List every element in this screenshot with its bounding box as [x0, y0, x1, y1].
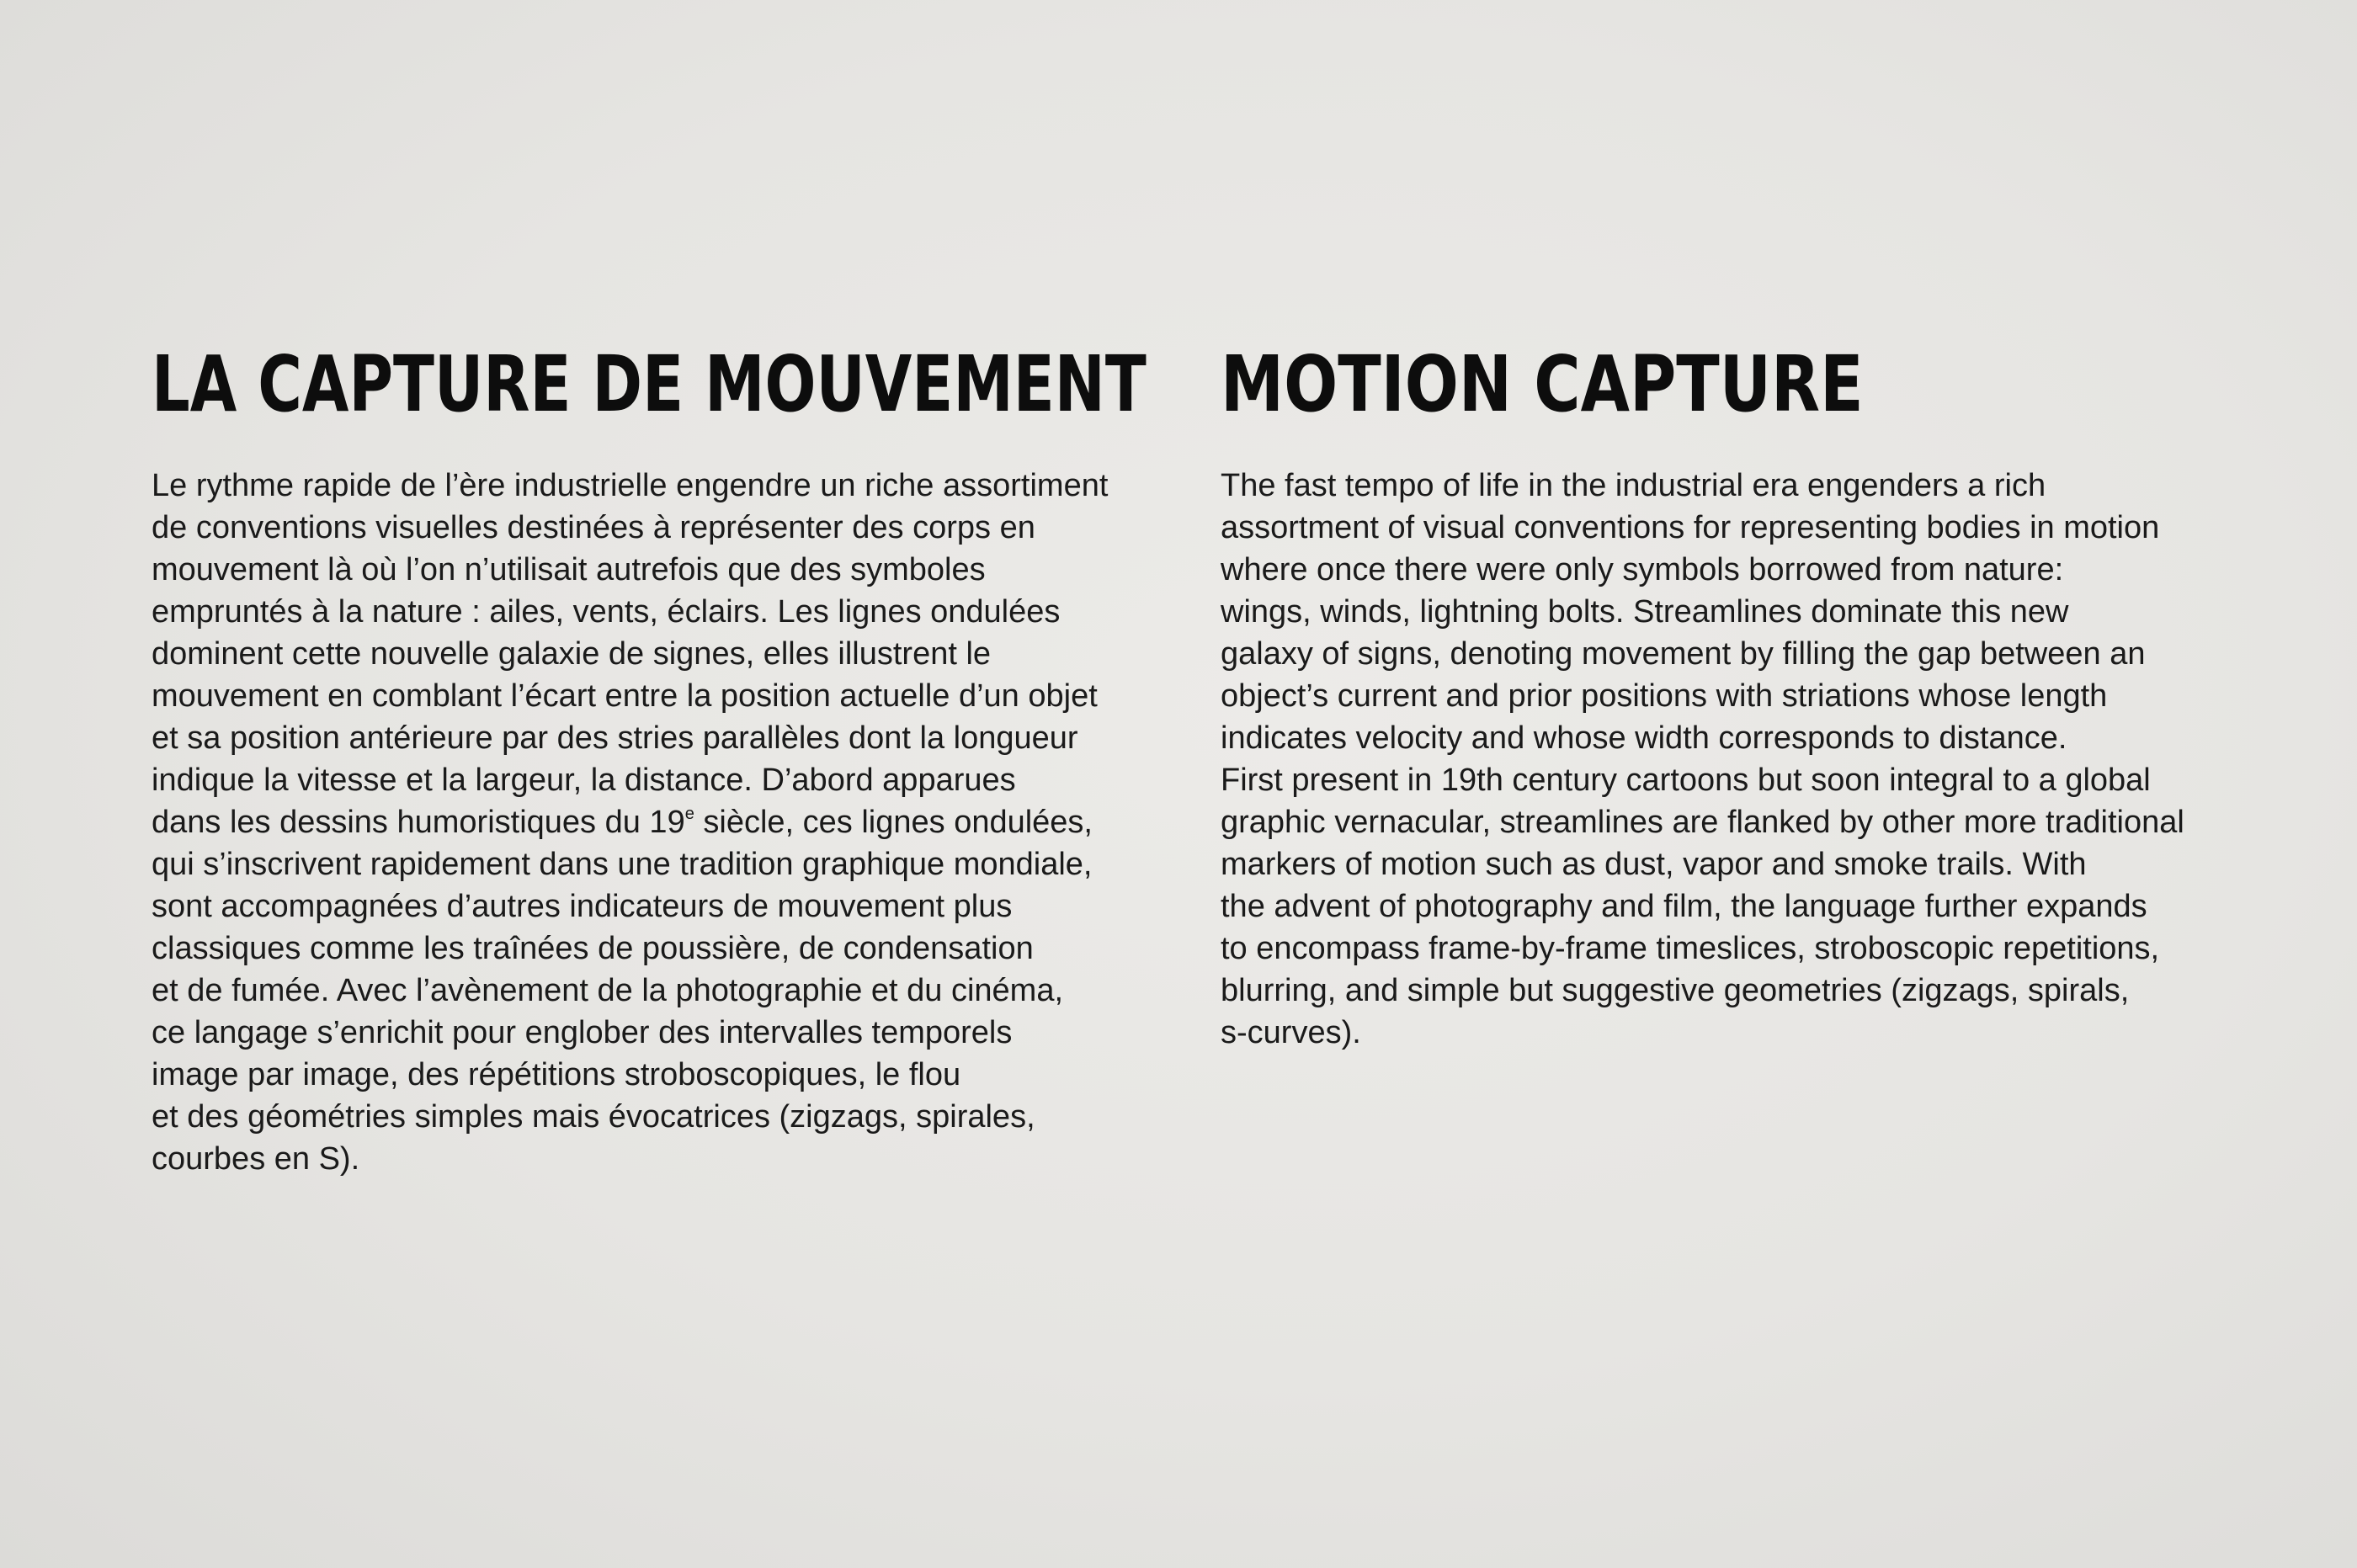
century-superscript: e — [684, 805, 694, 823]
french-line: et sa position antérieure par des stries parallèles dont la longueur — [152, 720, 1078, 756]
french-body — [152, 465, 1145, 1180]
english-line: to encompass frame-by-frame timeslices, stroboscopic repetitions, — [1221, 931, 2160, 966]
french-line-text: siècle, ces lignes ondulées, — [694, 805, 1093, 840]
french-line: image par image, des répétitions stroboscopiques, le flou — [152, 1057, 961, 1092]
french-line: et des géométries simples mais évocatrices (zigzags, spirales, — [152, 1099, 1035, 1135]
english-line: where once there were only symbols borrowed from nature: — [1221, 552, 2064, 587]
english-panel — [1221, 335, 2222, 1054]
english-line: graphic vernacular, streamlines are flanked by other more traditional — [1221, 805, 2184, 840]
french-line: classiques comme les traînées de poussière, de condensation — [152, 931, 1034, 966]
french-line: mouvement là où l’on n’utilisait autrefois que des symboles — [152, 552, 986, 587]
french-line: mouvement en comblant l’écart entre la position actuelle d’un objet — [152, 678, 1098, 714]
french-line: empruntés à la nature : ailes, vents, éclairs. Les lignes ondulées — [152, 594, 1061, 630]
french-line: qui s’inscrivent rapidement dans une tradition graphique mondiale, — [152, 847, 1093, 882]
english-title: MOTION CAPTURE — [1221, 339, 1864, 429]
english-line: s-curves). — [1221, 1015, 1361, 1050]
french-line — [152, 801, 1145, 843]
english-line: First present in 19th century cartoons but soon integral to a global — [1221, 763, 2151, 798]
french-line: et de fumée. Avec l’avènement de la photographie et du cinéma, — [152, 973, 1064, 1008]
french-line: indique la vitesse et la largeur, la distance. D’abord apparues — [152, 763, 1016, 798]
french-line-text: dans les dessins humoristiques du 19 — [152, 805, 685, 840]
french-title: LA CAPTURE DE MOUVEMENT — [152, 339, 1147, 429]
english-line: assortment of visual conventions for representing bodies in motion — [1221, 510, 2160, 545]
french-line: courbes en S). — [152, 1141, 360, 1177]
english-line: markers of motion such as dust, vapor and smoke trails. With — [1221, 847, 2087, 882]
french-line: dominent cette nouvelle galaxie de signes, elles illustrent le — [152, 636, 992, 672]
french-line: Le rythme rapide de l’ère industrielle engendre un riche assortiment — [152, 468, 1109, 503]
english-line: indicates velocity and whose width corresponds to distance. — [1221, 720, 2067, 756]
french-line: sont accompagnées d’autres indicateurs de mouvement plus — [152, 889, 1013, 924]
french-line: ce langage s’enrichit pour englober des intervalles temporels — [152, 1015, 1013, 1050]
english-line: object’s current and prior positions with striations whose length — [1221, 678, 2108, 714]
english-line: The fast tempo of life in the industrial era engenders a rich — [1221, 468, 2046, 503]
english-line: galaxy of signs, denoting movement by filling the gap between an — [1221, 636, 2146, 672]
french-panel — [152, 335, 1145, 1180]
english-line: wings, winds, lightning bolts. Streamlines dominate this new — [1221, 594, 2069, 630]
english-body — [1221, 465, 2222, 1054]
english-line: blurring, and simple but suggestive geometries (zigzags, spirals, — [1221, 973, 2130, 1008]
english-line: the advent of photography and film, the language further expands — [1221, 889, 2147, 924]
french-line: de conventions visuelles destinées à représenter des corps en — [152, 510, 1035, 545]
